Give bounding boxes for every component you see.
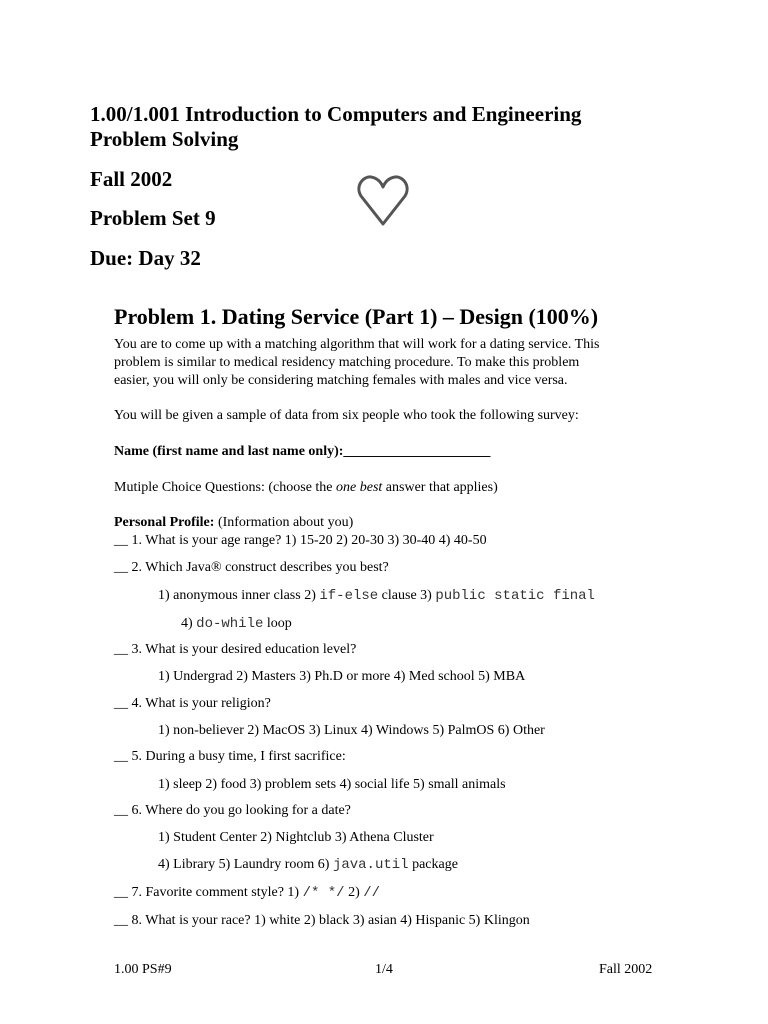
q2-opt-text-2: clause 3) (378, 588, 436, 603)
q2-opt-text-1: 1) anonymous inner class 2) (158, 588, 320, 603)
q2-code-public-static-final: public static final (435, 588, 595, 604)
q2-code-dowhile: do-while (196, 616, 264, 632)
profile-note: (Information about you) (214, 515, 354, 530)
question-6-options-b (158, 856, 458, 874)
question-2-options-b (181, 615, 292, 633)
footer-right: Fall 2002 (599, 962, 653, 977)
q2-opt-text-4: loop (263, 616, 292, 631)
mc-instructions (114, 479, 498, 497)
intro-line-3: easier, you will only be considering matching females with males and vice versa. (114, 373, 568, 388)
question-8: __ 8. What is your race? 1) white 2) black 3) asian 4) Hispanic 5) Klingon (114, 913, 530, 928)
footer-page-number: 1/4 (375, 962, 393, 977)
mc-suffix: answer that applies) (382, 480, 498, 495)
question-2-options-a (158, 587, 595, 605)
question-2: __ 2. Which Java® construct describes you best? (114, 560, 389, 575)
q7-code-block-comment: /* */ (302, 885, 345, 901)
q6-opt-text-1: 4) Library 5) Laundry room 6) (158, 857, 333, 872)
q7-text-2: 2) (344, 885, 364, 900)
sample-text: You will be given a sample of data from six people who took the following survey: (114, 408, 579, 423)
intro-line-1: You are to come up with a matching algorithm that will work for a dating service. This (114, 337, 600, 352)
question-7 (114, 884, 380, 902)
question-5: __ 5. During a busy time, I first sacrifice: (114, 749, 346, 764)
mc-emphasis: one best (336, 480, 383, 495)
course-title-line2: Problem Solving (90, 127, 239, 151)
heart-outline-icon (357, 174, 409, 230)
term-heading: Fall 2002 (90, 167, 173, 191)
question-6-options-a: 1) Student Center 2) Nightclub 3) Athena Cluster (158, 830, 434, 845)
footer-left: 1.00 PS#9 (114, 962, 172, 977)
profile-label: Personal Profile: (114, 515, 215, 530)
problem-title: Problem 1. Dating Service (Part 1) – Design (100%) (114, 304, 599, 329)
name-field-label: Name (first name and last name only):_____________________ (114, 444, 491, 459)
q7-text-1: __ 7. Favorite comment style? 1) (114, 885, 303, 900)
mc-prefix: Mutiple Choice Questions: (choose the (114, 480, 337, 495)
due-heading: Due: Day 32 (90, 246, 201, 270)
question-3: __ 3. What is your desired education level? (114, 642, 357, 657)
profile-heading (114, 514, 353, 532)
problem-set-heading: Problem Set 9 (90, 206, 216, 230)
q2-code-ifelse: if-else (319, 588, 379, 604)
question-6: __ 6. Where do you go looking for a date? (114, 803, 351, 818)
question-1: __ 1. What is your age range? 1) 15-20 2) 20-30 3) 30-40 4) 40-50 (114, 533, 487, 548)
question-4-options: 1) non-believer 2) MacOS 3) Linux 4) Windows 5) PalmOS 6) Other (158, 723, 545, 738)
intro-line-2: problem is similar to medical residency matching procedure. To make this problem (114, 355, 580, 370)
q6-opt-text-2: package (408, 857, 458, 872)
question-5-options: 1) sleep 2) food 3) problem sets 4) social life 5) small animals (158, 777, 506, 792)
course-title-line1: 1.00/1.001 Introduction to Computers and Engineering (90, 102, 582, 126)
question-4: __ 4. What is your religion? (114, 696, 271, 711)
q2-opt-text-3: 4) (181, 616, 197, 631)
question-3-options: 1) Undergrad 2) Masters 3) Ph.D or more 4) Med school 5) MBA (158, 669, 526, 684)
q6-code-java-util: java.util (332, 857, 409, 873)
q7-code-line-comment: // (363, 885, 381, 901)
